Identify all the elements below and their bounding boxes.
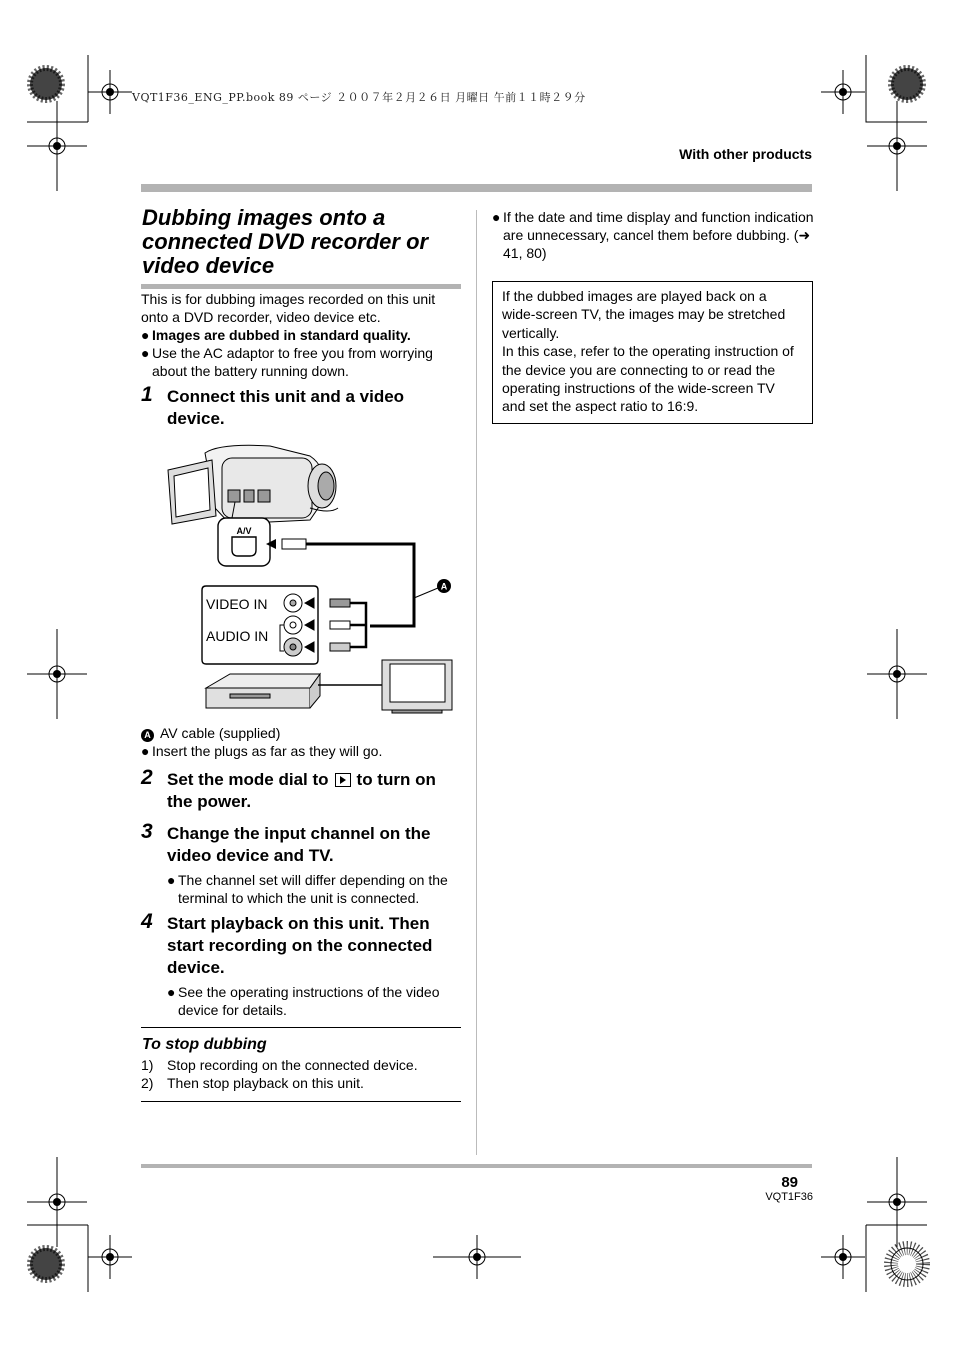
- step-number: 4: [141, 910, 153, 933]
- doc-code: VQT1F36: [765, 1191, 813, 1203]
- step-4: [141, 910, 463, 1019]
- intro: [141, 290, 463, 380]
- intro-bullet: [141, 344, 463, 380]
- step-note: [167, 871, 463, 907]
- bullet-icon: ●: [492, 209, 501, 225]
- tv-illustration: [382, 660, 452, 713]
- legend-bullet-text: Insert the plugs as far as they will go.: [152, 743, 383, 759]
- note-paragraph: If the dubbed images are played back on a wide-screen TV, the images may be stretched vertically.: [502, 288, 786, 341]
- list-item: [141, 1074, 418, 1092]
- note-paragraph: In this case, refer to the operating instruction of the device you are connecting to or read the operating instructions of the wide-screen TV and set the aspect ratio to 16:9.: [502, 343, 794, 415]
- audio-in-label: AUDIO IN: [206, 628, 269, 644]
- step-3: [141, 820, 463, 907]
- list-text: Stop recording on the connected device.: [167, 1057, 418, 1073]
- step-text-before: Set the mode dial to: [167, 770, 329, 789]
- step-1: [141, 383, 463, 430]
- crop-mark-top-right: [866, 55, 927, 122]
- step-text: Change the input channel on the video device and TV.: [167, 824, 431, 865]
- intro-bullet: [141, 326, 463, 344]
- step-number: 2: [141, 766, 153, 789]
- step-number: 3: [141, 820, 153, 843]
- print-header: VQT1F36_ENG_PP.book 89 ページ ２００７年２月２６日 月曜日 午前１１時２９分: [132, 91, 586, 104]
- playback-mode-icon: [335, 773, 351, 787]
- legend-text: AV cable (supplied): [160, 725, 281, 741]
- stop-rule-top: [141, 1027, 461, 1028]
- callout-a-icon: A: [141, 729, 154, 742]
- right-bullet-text: If the date and time display and function indication are unnecessary, cancel them before dubbing. (➜ 41, 80): [503, 209, 814, 261]
- top-rule: [141, 184, 812, 192]
- list-number: 1): [141, 1057, 154, 1073]
- intro-bullet-text: Use the AC adaptor to free you from worrying about the battery running down.: [152, 345, 433, 379]
- note-box: [492, 281, 813, 424]
- right-bullet: [492, 208, 825, 262]
- connection-diagram: [160, 438, 460, 718]
- list-number: 2): [141, 1075, 154, 1091]
- bullet-icon: ●: [167, 872, 176, 888]
- step-text-after: to turn on the power.: [167, 770, 436, 811]
- step-note-text: The channel set will differ depending on the terminal to which the unit is connected.: [178, 872, 448, 906]
- bullet-icon: ●: [141, 327, 150, 343]
- step-text: Start playback on this unit. Then start recording on the connected device.: [167, 914, 433, 977]
- legend-bullet: [141, 742, 463, 760]
- stop-rule-bottom: [141, 1101, 461, 1102]
- crop-mark-top-left: [27, 55, 88, 122]
- page-title: Dubbing images onto a connected DVD recorder or video device: [142, 205, 429, 278]
- step-note: [167, 983, 463, 1019]
- bottom-rule: [141, 1164, 812, 1168]
- crop-mark-bottom-left: [27, 1225, 88, 1292]
- bullet-icon: ●: [141, 345, 150, 361]
- list-text: Then stop playback on this unit.: [167, 1075, 364, 1091]
- bullet-icon: ●: [141, 743, 150, 759]
- stop-dubbing-title: To stop dubbing: [142, 1036, 267, 1053]
- step-text: [167, 769, 463, 813]
- video-in-label: VIDEO IN: [206, 596, 268, 612]
- av-jack-label: A/V: [236, 526, 252, 536]
- bullet-icon: ●: [167, 984, 176, 1000]
- callout-a-label: A: [440, 581, 448, 592]
- column-divider: [476, 210, 477, 1155]
- crop-mark-bottom-right: [866, 1225, 927, 1292]
- step-note-text: See the operating instructions of the video device for details.: [178, 984, 440, 1018]
- step-number: 1: [141, 383, 153, 406]
- section-label: With other products: [679, 146, 812, 162]
- camcorder-illustration: [168, 445, 338, 524]
- step-text: Connect this unit and a video device.: [167, 387, 405, 428]
- intro-text: This is for dubbing images recorded on this unit onto a DVD recorder, video device etc.: [141, 291, 436, 325]
- step-2: [141, 766, 463, 813]
- intro-bullet-text: Images are dubbed in standard quality.: [152, 327, 411, 343]
- legend: [141, 724, 463, 760]
- page-number: 89: [781, 1174, 798, 1191]
- list-item: [141, 1056, 418, 1074]
- input-panel: [202, 586, 318, 664]
- dvd-recorder-illustration: [206, 674, 320, 708]
- stop-dubbing-list: [141, 1056, 418, 1092]
- legend-item: [141, 724, 463, 742]
- title-rule: [141, 284, 461, 289]
